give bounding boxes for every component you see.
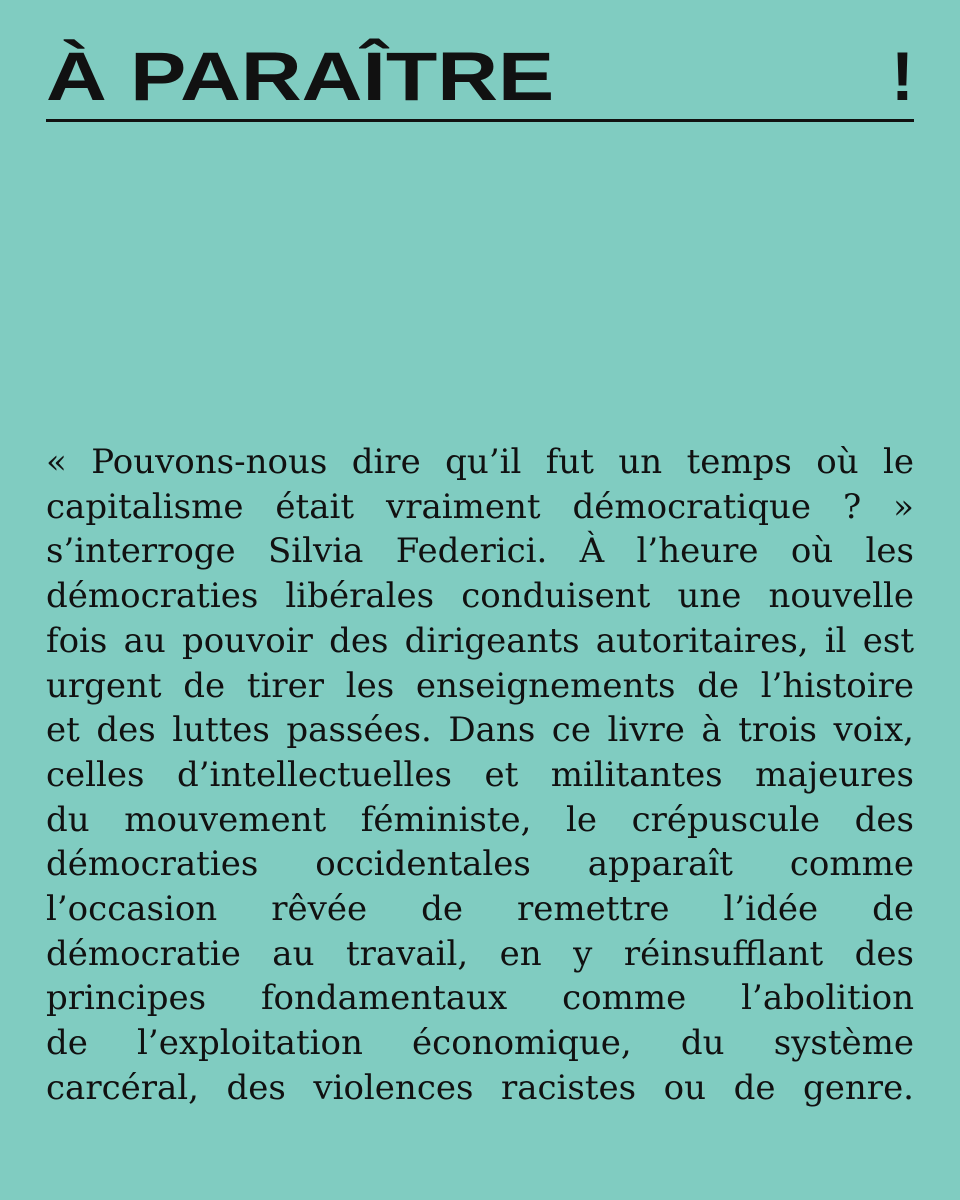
description-line: démocraties occidentales apparaît comme bbox=[46, 844, 914, 885]
announcement-header bbox=[46, 38, 914, 122]
description-line: capitalisme était vraiment démocratique ? » bbox=[46, 486, 914, 527]
description-line: de l’exploitation économique, du système bbox=[46, 1023, 914, 1064]
description-line: principes fondamentaux comme l’abolition bbox=[46, 978, 914, 1019]
description-line: « Pouvons-nous dire qu’il fut un temps où le bbox=[46, 442, 914, 482]
description-line: l’occasion rêvée de remettre l’idée de bbox=[46, 889, 914, 930]
description-line: démocraties libérales conduisent une nouvelle bbox=[46, 576, 914, 617]
description-line: fois au pouvoir des dirigeants autoritaires, il est bbox=[46, 620, 914, 661]
description-line: s’interroge Silvia Federici. À l’heure où les bbox=[46, 531, 914, 572]
exclamation-mark: ! bbox=[891, 38, 914, 115]
description-line: et des luttes passées. Dans ce livre à trois voix, bbox=[46, 710, 914, 751]
description-line: celles d’intellectuelles et militantes majeures bbox=[46, 754, 914, 795]
description-line: carcéral, des violences racistes ou de genre. bbox=[46, 1067, 914, 1108]
book-description bbox=[46, 440, 914, 1111]
page-title: À PARAÎTRE bbox=[46, 38, 555, 115]
description-line: urgent de tirer les enseignements de l’histoire bbox=[46, 665, 914, 706]
description-line: du mouvement féministe, le crépuscule des bbox=[46, 799, 914, 840]
description-line: démocratie au travail, en y réinsufflant des bbox=[46, 933, 914, 974]
